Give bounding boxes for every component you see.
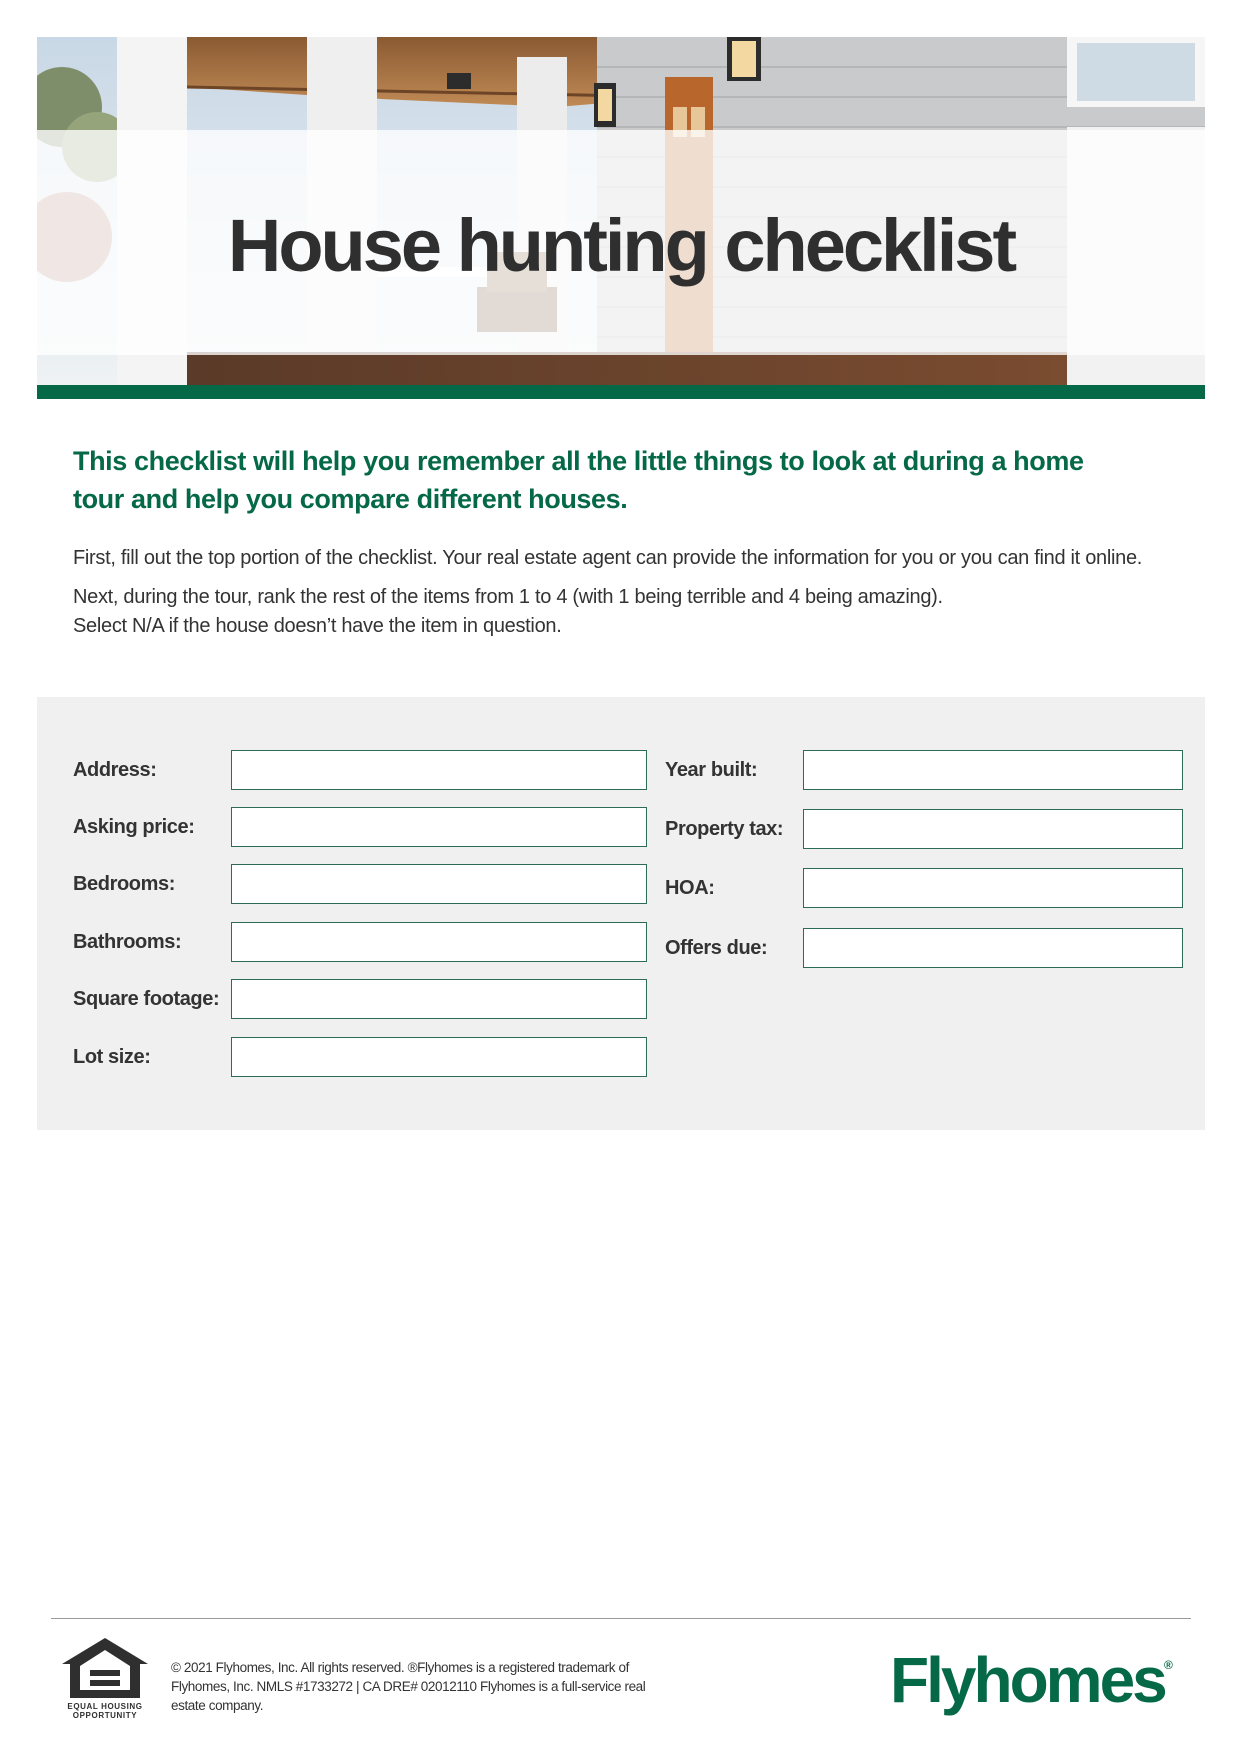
- eho-line-2: OPPORTUNITY: [72, 1711, 138, 1720]
- bathrooms-field[interactable]: [231, 922, 647, 962]
- intro-paragraph-2-line-1: Next, during the tour, rank the rest of the items from 1 to 4 (with 1 being terrible and 4 being amazing).: [73, 586, 943, 608]
- legal-line-1: © 2021 Flyhomes, Inc. All rights reserved. ®Flyhomes is a registered trademark of: [171, 1660, 629, 1675]
- green-stripe: [37, 385, 1205, 399]
- eho-line-1: EQUAL HOUSING: [67, 1702, 143, 1711]
- year-built-field[interactable]: [803, 750, 1183, 790]
- asking-price-label: Asking price:: [73, 816, 195, 838]
- hoa-field[interactable]: [803, 868, 1183, 908]
- lot-size-label: Lot size:: [73, 1046, 151, 1068]
- page-title: House hunting checklist: [227, 204, 1015, 287]
- address-label: Address:: [73, 759, 157, 781]
- lot-size-field[interactable]: [231, 1037, 647, 1077]
- intro-paragraph-1: First, fill out the top portion of the checklist. Your real estate agent can provide the information for you or you can find it online.: [73, 547, 1143, 569]
- legal-line-3: estate company.: [171, 1698, 264, 1713]
- hero-banner: [37, 37, 1205, 399]
- offers-due-label: Offers due:: [665, 937, 768, 959]
- year-built-label: Year built:: [665, 759, 758, 781]
- hoa-label: HOA:: [665, 877, 715, 899]
- intro-lead: This checklist will help you remember all the little things to look at during a home tour and help you compare different houses.: [73, 446, 1084, 514]
- asking-price-field[interactable]: [231, 807, 647, 847]
- offers-due-field[interactable]: [803, 928, 1183, 968]
- intro-paragraph-2: [73, 583, 1193, 641]
- square-footage-label: Square footage:: [73, 988, 220, 1010]
- property-tax-field[interactable]: [803, 809, 1183, 849]
- bedrooms-label: Bedrooms:: [73, 873, 175, 895]
- equal-housing-caption: [60, 1702, 150, 1720]
- square-footage-field[interactable]: [231, 979, 647, 1019]
- bedrooms-field[interactable]: [231, 864, 647, 904]
- property-info-panel: [37, 697, 1205, 1130]
- property-tax-label: Property tax:: [665, 818, 784, 840]
- footer-divider: [51, 1618, 1191, 1619]
- legal-notice: [171, 1658, 691, 1715]
- legal-line-2: Flyhomes, Inc. NMLS #1733272 | CA DRE# 02012110 Flyhomes is a full-service real: [171, 1679, 646, 1694]
- bathrooms-label: Bathrooms:: [73, 931, 182, 953]
- intro-paragraph-2-line-2: Select N/A if the house doesn’t have the item in question.: [73, 615, 562, 637]
- registered-mark: ®: [1164, 1658, 1173, 1672]
- flyhomes-logo: Flyhomes: [890, 1644, 1165, 1716]
- address-field[interactable]: [231, 750, 647, 790]
